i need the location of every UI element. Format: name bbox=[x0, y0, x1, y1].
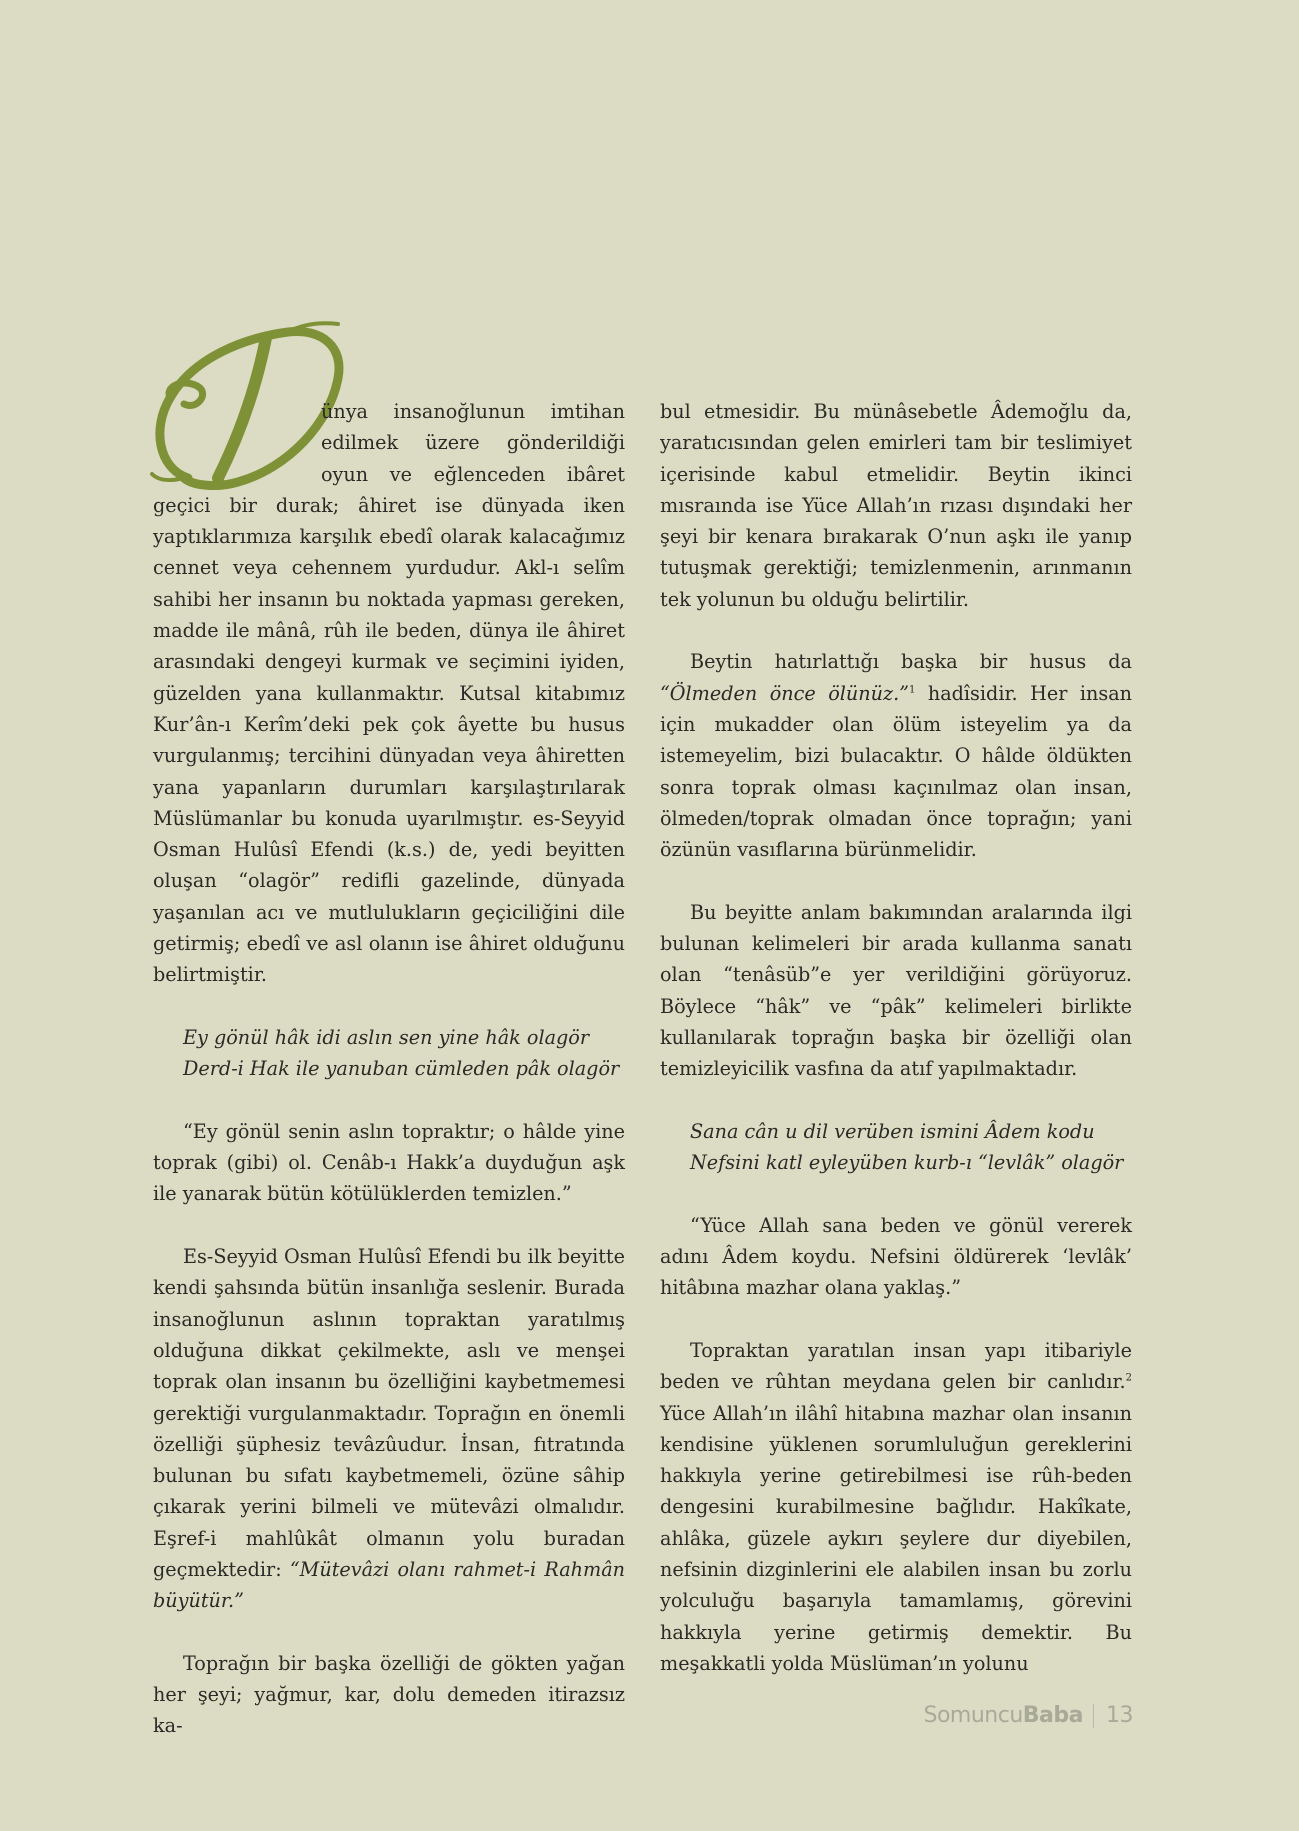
page-number: 13 bbox=[1106, 1703, 1133, 1728]
brand-name-part-2: Baba bbox=[1022, 1703, 1083, 1728]
page-footer bbox=[924, 1703, 1134, 1728]
left-paragraph-1-text: ünya insanoğlunun imtihan edilmek üzere gönderildiği oyun ve eğlenceden ibâret geçici bir durak; âhiret ise dünyada iken yaptıklarımıza karşılık ebedî olarak kalacağımız cennet veya cehennem yurdudur. Akl-ı selîm sahibi her insanın bu noktada yapması gereken, madde ile mânâ, rûh ile beden, dünya ile âhiret arasındaki dengeyi kurmak ve seçimini iyiden, güzelden yana kullanmaktır. Kutsal kitabımız Kur’ân-ı Kerîm’deki pek çok âyette bu husus vurgulanmış; tercihini dünyadan veya âhiretten yana yapanların durumları karşılaştırılarak Müslümanlar bu konuda uyarılmıştır. es-Seyyid Osman Hulûsî Efendi (k.s.) de, yedi beyitten oluşan “olagör” redifli gazelinde, dünyada yaşanılan acı ve mutlulukların geçiciliğini dile getirmiş; ebedî ve asl olanın ise âhiret olduğunu belirtmiştir. bbox=[153, 400, 625, 987]
right-paragraph-2-quote: “Ölmeden önce ölünüz.” bbox=[660, 681, 909, 705]
right-paragraph-4: “Yüce Allah sana beden ve gönül vererek adını Âdem koydu. Nefsini öldürerek ‘levlâk’ hitâbına mazhar olana yaklaş.” bbox=[660, 1213, 1132, 1300]
right-paragraph-3: Bu beyitte anlam bakımından aralarında ilgi bulunan kelimeleri bir arada kullanma sanatı olan “tenâsüb”e yer verildiğini görüyoruz. Böylece “hâk” ve “pâk” kelimeleri birlikte kullanılarak toprağın başka bir özelliği olan temizleyicilik vasfına da atıf yapılmaktadır. bbox=[660, 900, 1132, 1081]
footnote-ref-1: 1 bbox=[908, 684, 916, 696]
right-paragraph-5-text-a: Topraktan yaratılan insan yapı itibariyle beden ve rûhtan meydana gelen bir canlıdır. bbox=[660, 1338, 1132, 1394]
brand-name-part-1: Somuncu bbox=[923, 1703, 1023, 1728]
right-paragraph-2-text-b: hadîsidir. Her insan için mukadder olan ölüm isteyelim ya da istemeyelim, bizi bulacaktır. O hâlde öldükten sonra toprak olması kaçınılmaz olan insan, ölmeden/toprak olmadan önce toprağın; yani özünün vasıflarına bürünmelidir. bbox=[660, 681, 1132, 862]
footnote-ref-2: 2 bbox=[1125, 1372, 1132, 1384]
left-paragraph-3-quote: “Mütevâzi olanı rahmet-i Rahmân büyütür.” bbox=[153, 1557, 625, 1613]
right-paragraph-1: bul etmesidir. Bu münâsebetle Âdemoğlu da, yaratıcısından gelen emirleri tam bir teslimiyet içerisinde kabul etmelidir. Beytin ikinci mısraında ise Yüce Allah’ın rızası dışındaki her şeyi bir kenara bırakarak O’nun aşkı ile yanıp tutuşmak gerektiği; temizlenmenin, arınmanın tek yolunun bu olduğu belirtilir. bbox=[660, 400, 1132, 611]
verse-2-line-2: Nefsini katl eyleyüben kurb-ı “levlâk” olagör bbox=[690, 1151, 1124, 1175]
footer-divider bbox=[1093, 1704, 1094, 1728]
verse-1-line-2: Derd-i Hak ile yanuban cümleden pâk olagör bbox=[183, 1057, 620, 1081]
left-paragraph-3-text: Es-Seyyid Osman Hulûsî Efendi bu ilk beyitte kendi şahsında bütün insanlığa seslenir. Burada insanoğlunun aslının topraktan yaratılmış olduğuna dikkat çekilmekte, aslı ve menşei toprak olan insanın bu özelliğini kaybetmemesi gerektiği vurgulanmaktadır. Toprağın en önemli özelliği şüphesiz tevâzûudur. İnsan, fıtratında bulunan bu sıfatı kaybetmemeli, özüne sâhip çıkarak yerini bilmeli ve mütevâzi olmalıdır. Eşref-i mahlûkât olmanın yolu buradan geçmektedir: bbox=[153, 1245, 625, 1581]
verse-1-line-1: Ey gönül hâk idi aslın sen yine hâk olagör bbox=[183, 1025, 590, 1049]
left-paragraph-1 bbox=[153, 396, 625, 991]
right-paragraph-5 bbox=[660, 1335, 1132, 1679]
drop-cap-space bbox=[153, 396, 321, 486]
left-paragraph-2: “Ey gönül senin aslın topraktır; o hâlde yine toprak (gibi) ol. Cenâb-ı Hakk’a duyduğun aşk ile yanarak bütün kötülüklerden temizlen.” bbox=[153, 1119, 625, 1206]
verse-1 bbox=[153, 1022, 625, 1085]
left-column bbox=[153, 396, 625, 1742]
verse-2-line-1: Sana cân u dil verüben ismini Âdem kodu bbox=[690, 1119, 1095, 1143]
left-paragraph-4: Toprağın bir başka özelliği de gökten yağan her şeyi; yağmur, kar, dolu demeden itirazsız ka- bbox=[153, 1651, 625, 1738]
verse-2 bbox=[660, 1116, 1132, 1179]
right-column bbox=[660, 396, 1132, 1679]
right-paragraph-2 bbox=[660, 646, 1132, 865]
right-paragraph-2-text-a: Beytin hatırlattığı başka bir husus da bbox=[690, 650, 1132, 674]
left-paragraph-3 bbox=[153, 1241, 625, 1617]
right-paragraph-5-text-b: Yüce Allah’ın ilâhî hitabına mazhar olan insanın kendisine yüklenen sorumluluğun gereklerini hakkıyla yerine getirebilmesi ise rûh-beden dengesini kurabilmesine bağlıdır. Hakîkate, ahlâka, güzele aykırı şeylere dur diyebilen, nefsinin dizginlerini ele alabilen insan bu zorlu yolculuğu başarıyla tamamlamış, görevini hakkıyla yerine getirmiş demektir. Bu meşakkatli yolda Müslüman’ın yolunu bbox=[660, 1401, 1132, 1675]
